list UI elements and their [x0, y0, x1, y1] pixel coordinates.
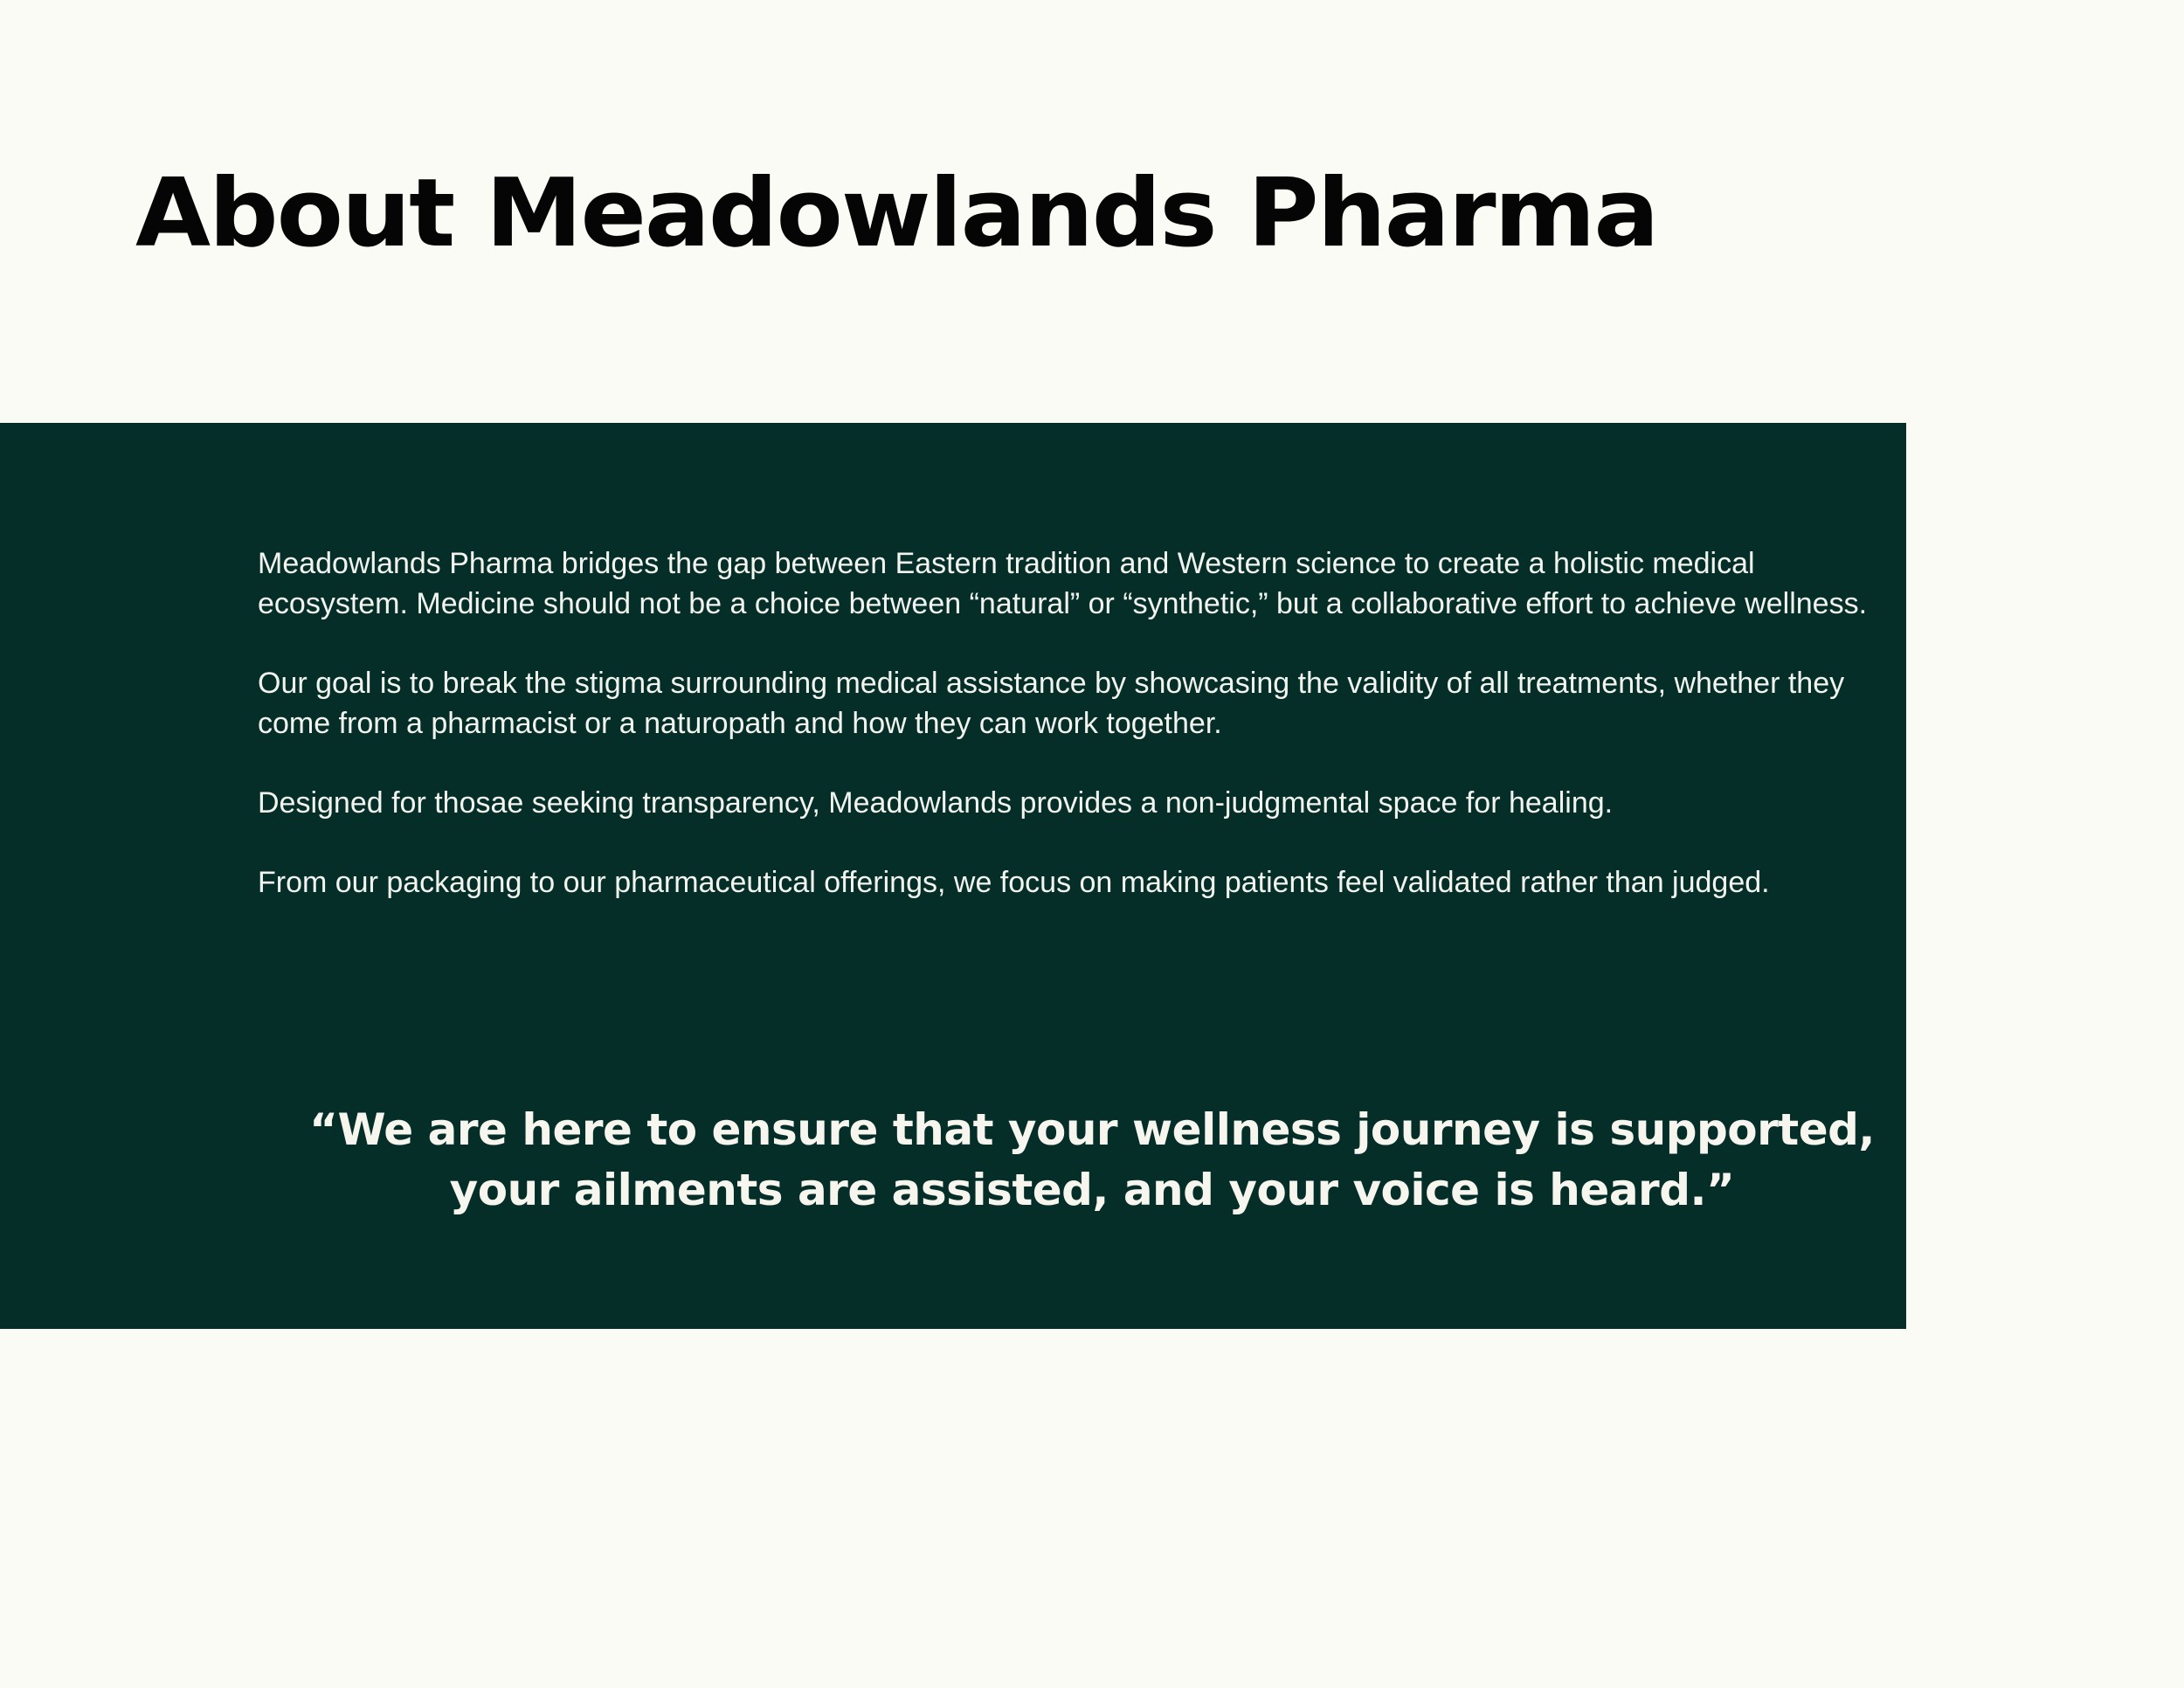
page-title: About Meadowlands Pharma: [135, 159, 1658, 268]
paragraph-design: Designed for thosae seeking transparency, Meadowlands provides a non-judgmental space for healing.: [258, 786, 1614, 820]
paragraph-mission: Meadowlands Pharma bridges the gap between Eastern tradition and Western science to create a holistic medical ecosystem. Medicine should not be a choice between “natural” or “synthetic,” but a collaborative effort to achieve wellness.: [258, 547, 1868, 620]
brand-quote: “We are here to ensure that your wellness journey is supported, your ailments are assisted, and your voice is heard.”: [309, 1104, 1875, 1215]
about-body: [258, 543, 1900, 942]
about-panel: [0, 423, 1906, 1329]
paragraph-packaging: From our packaging to our pharmaceutical offerings, we focus on making patients feel validated rather than judged.: [258, 866, 1770, 899]
paragraph-goal: Our goal is to break the stigma surrounding medical assistance by showcasing the validity of all treatments, whether they come from a pharmacist or a naturopath and how they can work together.: [258, 667, 1845, 740]
